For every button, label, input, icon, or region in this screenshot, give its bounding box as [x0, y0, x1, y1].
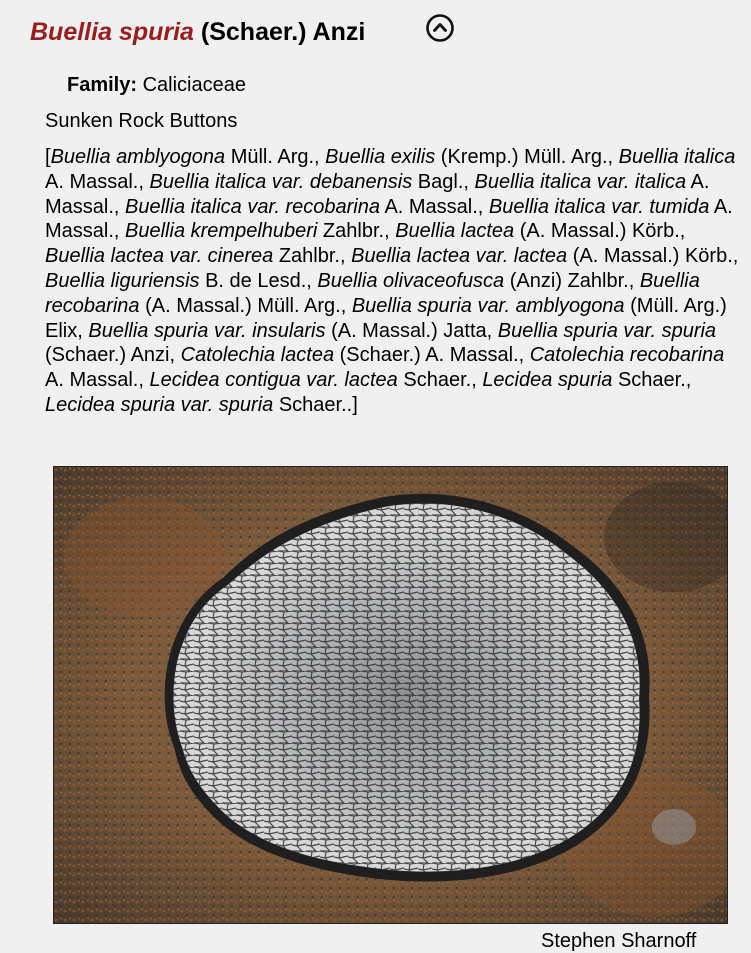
synonym-name: Buellia recobarina — [45, 269, 700, 317]
synonym-name: Buellia italica var. recobarina — [125, 195, 380, 218]
synonym-author: Schaer. — [403, 369, 472, 392]
synonym-author: A. Massal. — [45, 195, 733, 243]
synonym-list: [Buellia amblyogona Müll. Arg., Buellia exilis (Kremp.) Müll. Arg., Buellia italica A. Massal., Buellia italica var. debanensis Bagl., Buellia italica var. italica A. Massal., Buellia italica var. recobarina A. Massal., Buellia italica var. tumida A. Massal., Buellia krempelhuberi Zahlbr., Buellia lactea (A. Massal.) Körb., Buellia lactea var. cinerea Zahlbr., Buellia lactea var. lactea (A. Massal.) Körb., Buellia liguriensis B. de Lesd., Buellia olivaceofusca (Anzi) Zahlbr., Buellia recobarina (A. Massal.) Müll. Arg., Buellia spuria var. amblyogona (Müll. Arg.) Elix, Buellia spuria var. insularis (A. Massal.) Jatta, Buellia spuria var. spuria (Schaer.) Anzi, Catolechia lactea (Schaer.) A. Massal., Catolechia recobarina A. Massal., Lecidea contigua var. lactea Schaer., Lecidea spuria Schaer., Lecidea spuria var. spuria Schaer..] — [45, 146, 739, 416]
synonym-author: A. Massal. — [384, 195, 478, 218]
synonym-author: (A. Massal.) Körb. — [572, 245, 733, 268]
family-value: Caliciaceae — [142, 74, 246, 96]
synonym-name: Buellia krempelhuberi — [125, 220, 318, 243]
synonym-name: Buellia italica var. italica — [474, 170, 687, 193]
synonym-author: Zahlbr. — [278, 245, 340, 268]
synonym-author: A. Massal. — [45, 170, 139, 193]
synonym-name: Buellia spuria var. spuria — [497, 319, 717, 342]
synonym-name: Buellia lactea var. lactea — [351, 245, 568, 268]
synonym-name: Buellia italica var. debanensis — [149, 170, 413, 193]
page-title — [30, 18, 365, 47]
photo-credit: Stephen Sharnoff — [541, 930, 697, 952]
synonym-author: (Anzi) Zahlbr. — [509, 269, 629, 292]
synonym-name: Buellia italica — [618, 146, 736, 168]
synonym-author: (Schaer.) A. Massal. — [339, 344, 519, 367]
synonym-name: Buellia lactea — [395, 220, 515, 243]
synonym-name: Buellia liguriensis — [45, 269, 200, 292]
synonym-author: (Kremp.) Müll. Arg. — [440, 146, 608, 168]
family-label: Family: — [67, 74, 138, 96]
synonym-name: Buellia spuria var. amblyogona — [351, 294, 625, 317]
synonym-author: Bagl. — [417, 170, 464, 193]
synonym-author: A. Massal. — [45, 369, 139, 392]
lichen-photo — [53, 466, 728, 924]
species-name: Buellia spuria — [30, 18, 194, 46]
synonym-name: Buellia olivaceofusca — [317, 269, 505, 292]
synonym-name: Buellia lactea var. cinerea — [45, 245, 274, 268]
common-name: Sunken Rock Buttons — [45, 110, 238, 132]
synonym-name: Lecidea contigua var. lactea — [149, 369, 398, 392]
synonym-author: Schaer. — [278, 393, 347, 416]
synonym-author: (A. Massal.) Müll. Arg. — [145, 294, 341, 317]
synonym-name: Lecidea spuria — [482, 369, 613, 392]
synonym-name: Buellia exilis — [325, 146, 436, 168]
synonym-name: Buellia amblyogona — [50, 146, 226, 168]
species-authority: (Schaer.) Anzi — [200, 18, 366, 46]
synonym-name: Catolechia recobarina — [529, 344, 725, 367]
synonym-name: Catolechia lactea — [180, 344, 335, 367]
synonym-author: (A. Massal.) Körb. — [519, 220, 680, 243]
synonym-author: B. de Lesd. — [205, 269, 307, 292]
synonym-author: Schaer. — [617, 369, 686, 392]
synonym-author: (Schaer.) Anzi — [45, 344, 170, 367]
synonym-author: Müll. Arg. — [230, 146, 315, 168]
synonym-name: Lecidea spuria var. spuria — [45, 393, 274, 416]
synonym-author: (A. Massal.) Jatta — [331, 319, 487, 342]
family-line — [67, 74, 246, 97]
synonym-author: (Müll. Arg.) Elix — [45, 294, 727, 342]
synonym-author: A. Massal. — [45, 170, 710, 218]
synonym-name: Buellia spuria var. insularis — [88, 319, 326, 342]
synonym-name: Buellia italica var. tumida — [488, 195, 710, 218]
synonym-author: Zahlbr. — [322, 220, 385, 243]
chevron-up-circle-icon[interactable] — [425, 13, 455, 43]
